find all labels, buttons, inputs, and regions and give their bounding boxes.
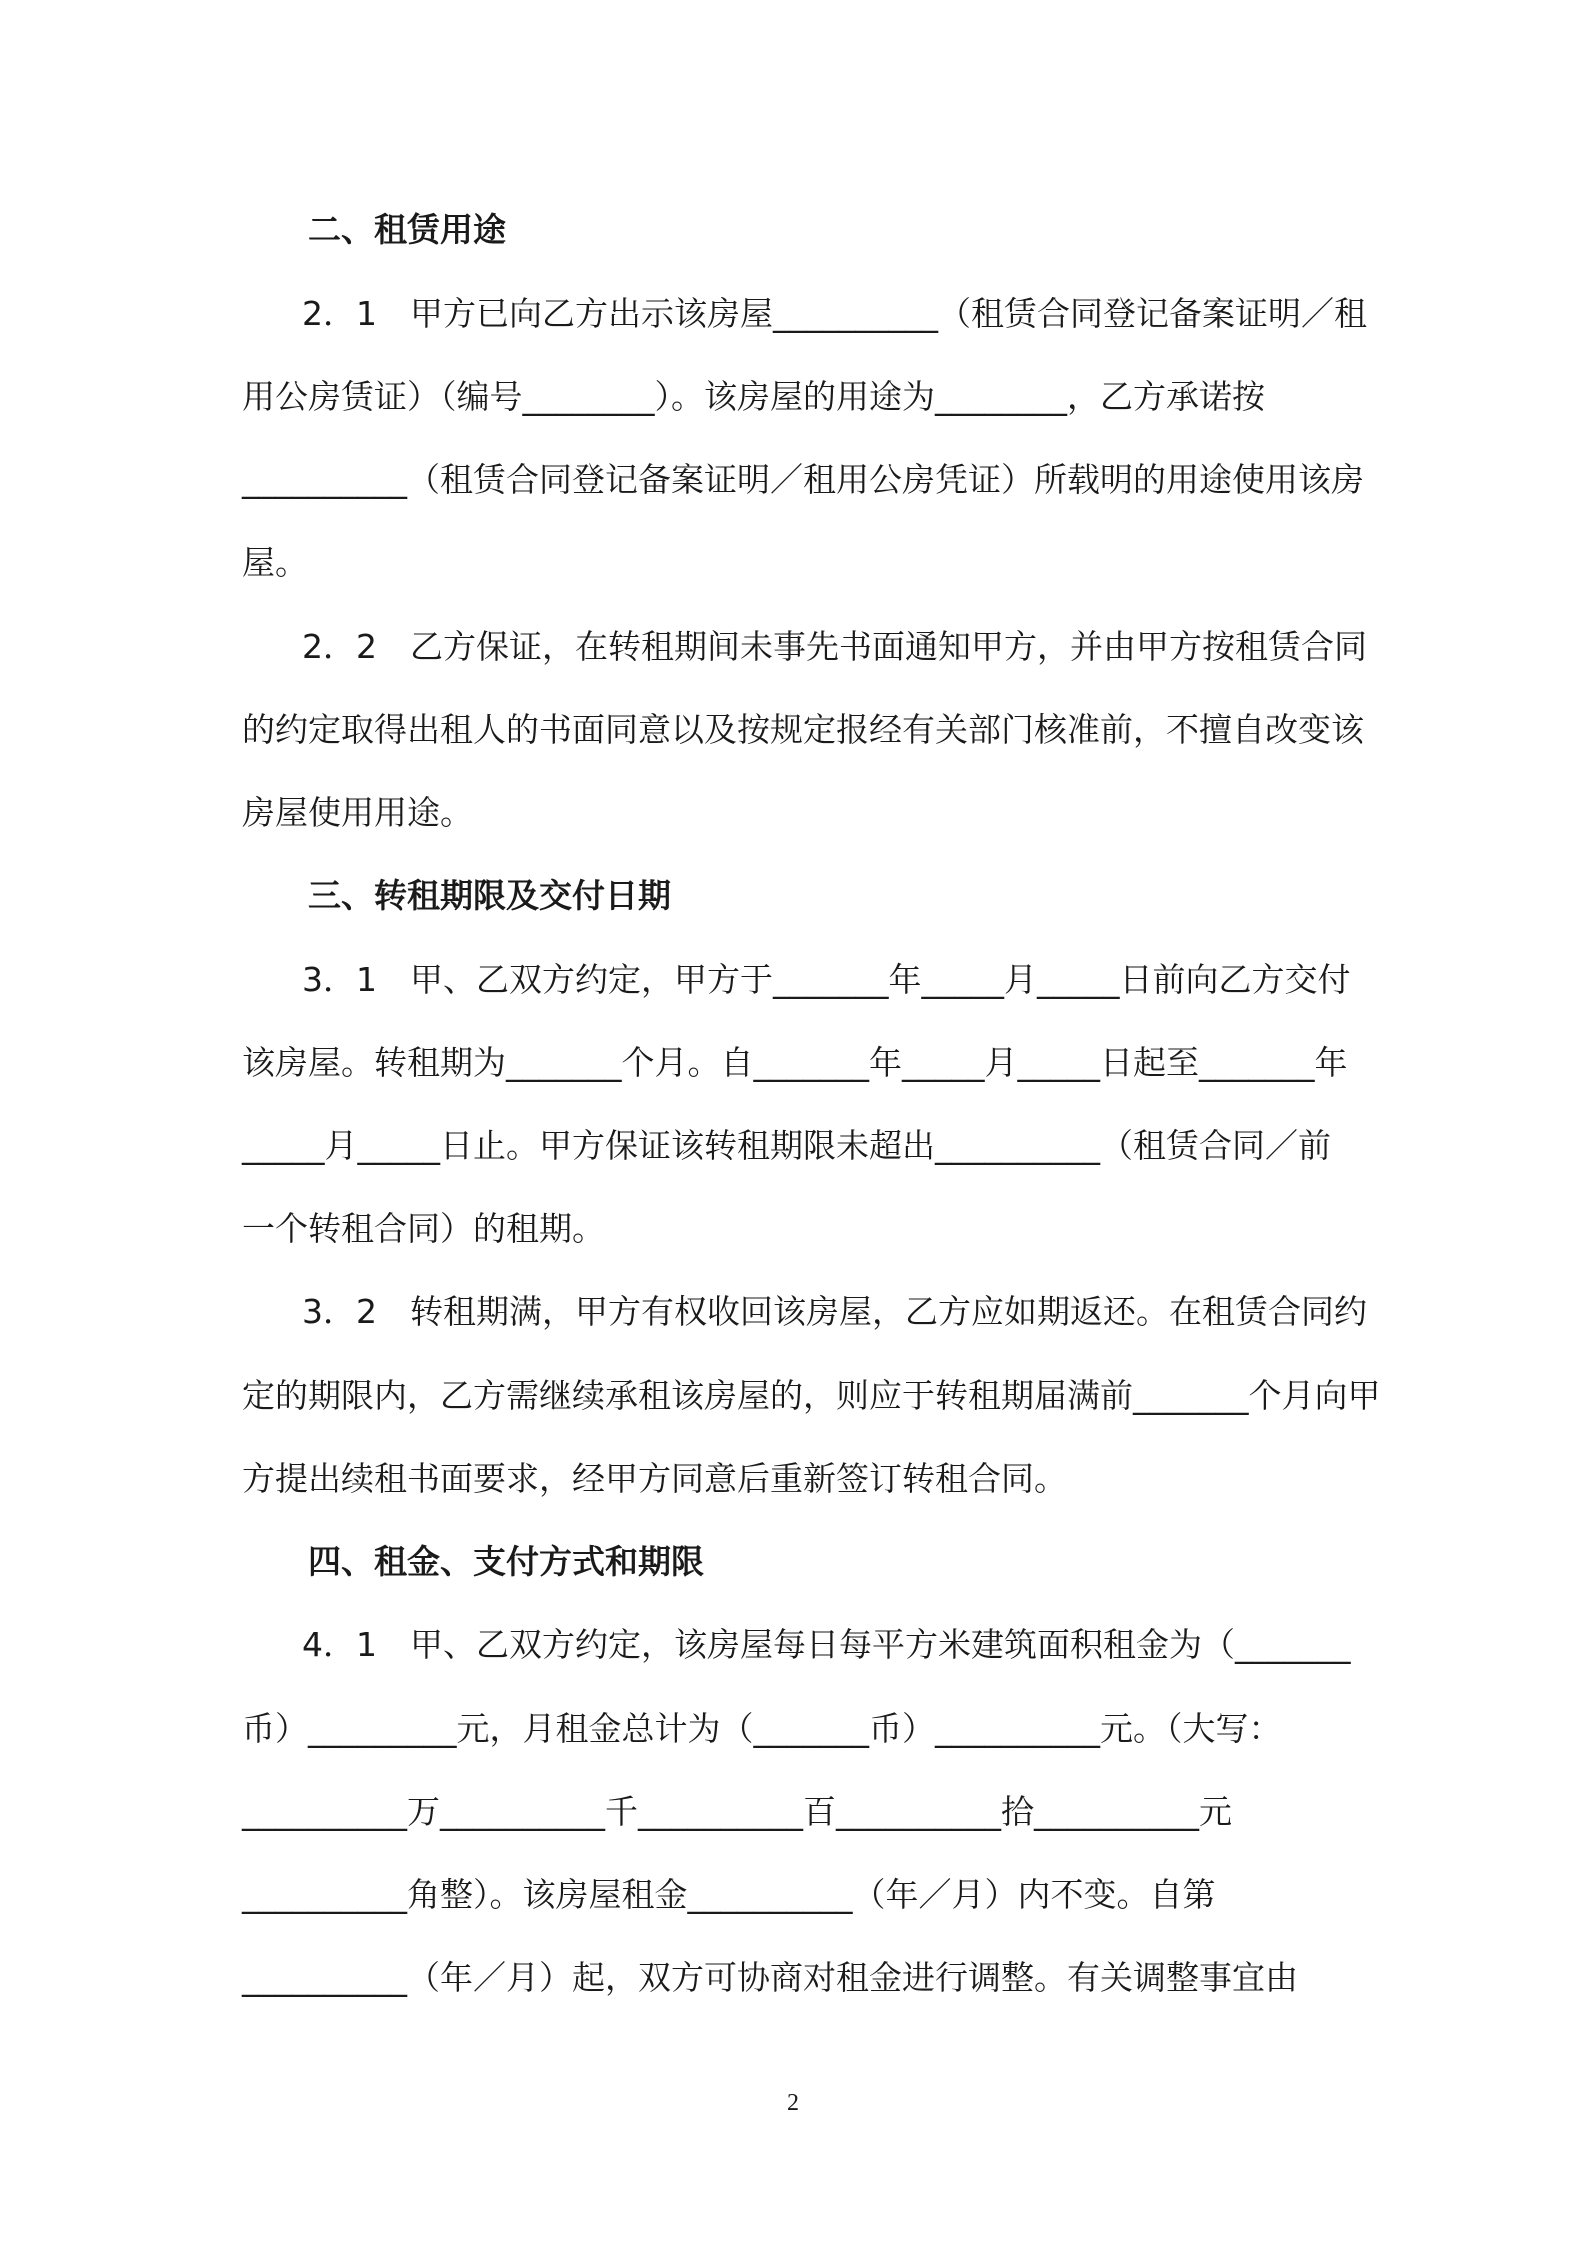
clause-4-1-line-3: __________万__________千__________百__________拾__________元 [242, 1792, 1232, 1831]
clause-2-2-line-3: 房屋使用用途。 [242, 793, 473, 832]
clause-4-1-line-1: 4．1 甲、乙双方约定，该房屋每日每平方米建筑面积租金为（_______ [302, 1625, 1351, 1664]
page-number: 2 [787, 2090, 799, 2116]
clause-3-1-line-2: 该房屋。转租期为_______个月。自_______年_____月_____日起至_______年 [242, 1043, 1348, 1082]
clause-4-1-line-2: 币）_________元，月租金总计为（_______币）__________元。（大写： [242, 1709, 1282, 1748]
clause-2-2-line-2: 的约定取得出租人的书面同意以及按规定报经有关部门核准前，不擅自改变该 [242, 710, 1364, 749]
section-heading-rent: 四、租金、支付方式和期限 [308, 1542, 704, 1581]
clause-2-1-line-1: 2．1 甲方已向乙方出示该房屋__________（租赁合同登记备案证明／租 [302, 294, 1367, 333]
clause-2-1-line-3: __________（租赁合同登记备案证明／租用公房凭证）所载明的用途使用该房 [242, 460, 1364, 499]
clause-3-2-line-1: 3．2 转租期满，甲方有权收回该房屋，乙方应如期返还。在租赁合同约 [302, 1292, 1367, 1331]
clause-2-1-line-2: 用公房赁证）（编号________）。该房屋的用途为________，乙方承诺按 [242, 377, 1265, 416]
clause-4-1-line-4: __________角整）。该房屋租金__________（年／月）内不变。自第 [242, 1875, 1216, 1914]
section-heading-usage: 二、租赁用途 [308, 210, 506, 249]
clause-4-1-line-5: __________（年／月）起，双方可协商对租金进行调整。有关调整事宜由 [242, 1958, 1298, 1997]
section-heading-term: 三、转租期限及交付日期 [308, 876, 671, 915]
clause-3-2-line-2: 定的期限内，乙方需继续承租该房屋的，则应于转租期届满前_______个月向甲 [242, 1376, 1381, 1415]
clause-3-1-line-4: 一个转租合同）的租期。 [242, 1209, 605, 1248]
clause-3-1-line-3: _____月_____日止。甲方保证该转租期限未超出__________（租赁合同／前 [242, 1126, 1331, 1165]
clause-3-2-line-3: 方提出续租书面要求，经甲方同意后重新签订转租合同。 [242, 1459, 1067, 1498]
clause-2-2-line-1: 2．2 乙方保证，在转租期间未事先书面通知甲方，并由甲方按租赁合同 [302, 627, 1367, 666]
clause-3-1-line-1: 3．1 甲、乙双方约定，甲方于_______年_____月_____日前向乙方交付 [302, 960, 1351, 999]
clause-2-1-line-4: 屋。 [242, 543, 308, 582]
